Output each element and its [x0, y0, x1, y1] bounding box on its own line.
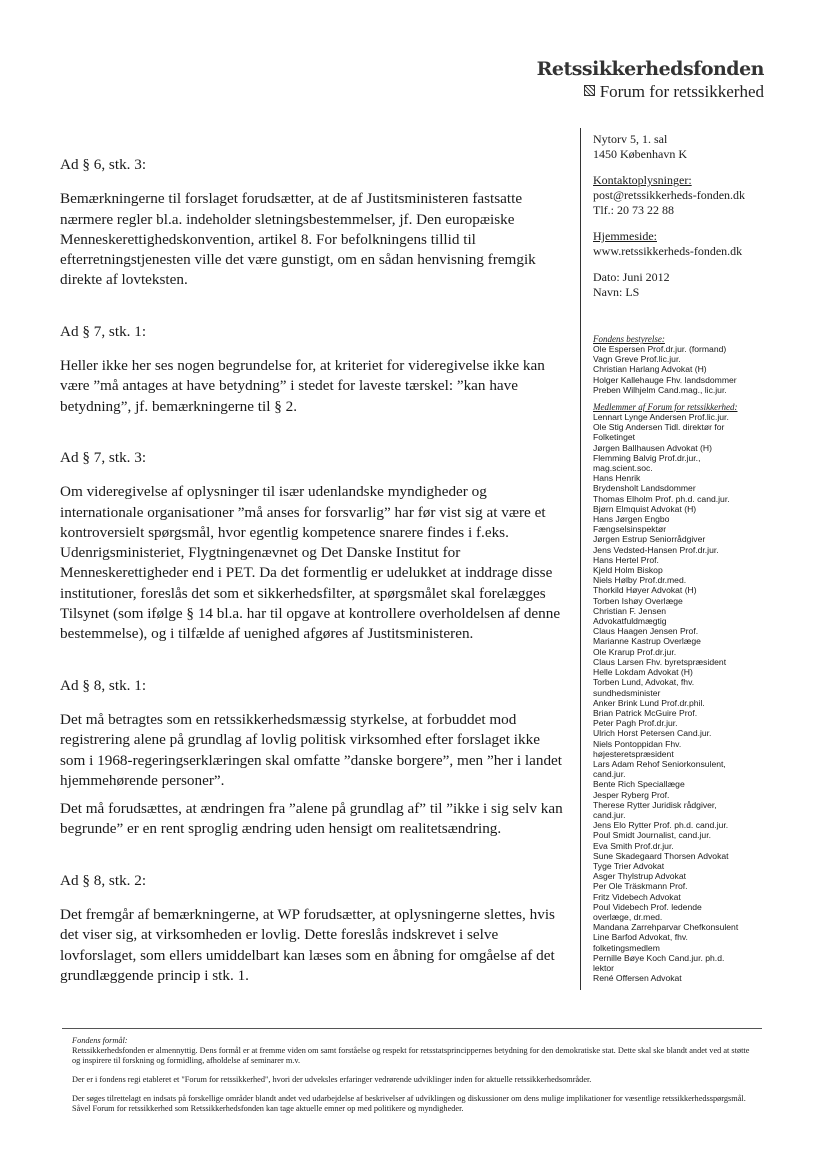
section-8-1	[60, 676, 565, 840]
address-line1: Nytorv 5, 1. sal	[593, 132, 668, 146]
list-item: Claus Haagen Jensen Prof.	[593, 626, 699, 637]
list-item: Poul Smidt Journalist, cand.jur.	[593, 830, 711, 841]
list-item: Lars Adam Rehof Seniorkonsulent,	[593, 758, 726, 769]
board-list	[593, 344, 773, 395]
section-heading: Ad § 7, stk. 3:	[60, 448, 147, 466]
members-heading: Medlemmer af Forum for retssikkerhed:	[593, 402, 738, 413]
website-heading: Hjemmeside:	[593, 229, 657, 243]
list-item: Brian Patrick McGuire Prof.	[593, 707, 698, 718]
list-item: Fritz Videbech Advokat	[593, 891, 681, 902]
list-item: Peter Pagh Prof.dr.jur.	[593, 718, 678, 729]
section-heading: Ad § 8, stk. 1:	[60, 676, 147, 694]
list-item: lektor	[593, 962, 615, 973]
sidebar	[593, 132, 773, 983]
footer-paragraph: Retssikkerhedsfonden er almennyttig. Dens formål er at fremme viden om samt forståelse og respekt for retsstatsprincippernes betydning for den demokratiske stat. Dette skal ske blandt andet ved at støtte og inspirere til forskning og formidling, afholdelse af seminarer m.v.	[72, 1046, 750, 1065]
section-8-2	[60, 871, 565, 986]
list-item: Helle Lokdam Advokat (H)	[593, 667, 693, 678]
list-item: Jesper Ryberg Prof.	[593, 789, 670, 800]
vertical-divider	[580, 128, 581, 990]
section-paragraph: Det må betragtes som en retssikkerhedsmæssig styrkelse, at forbuddet mod registrering alene på grundlag af lovlig politisk virksomhed efter forslaget ikke som i 1968-regeringserklæringen skal omfatte ”danske borgere”, men ”her i landet hjemmehørende personer”.	[60, 710, 563, 789]
section-6-3	[60, 155, 565, 291]
list-item: Niels Pontoppidan Fhv.	[593, 738, 682, 749]
address-block	[593, 132, 773, 300]
section-paragraph: Om videregivelse af oplysninger til især udenlandske myndigheder og internationale organisationer ”må anses for forsvarlig” har før vist sig at være et kontroversielt spørgsmål, hvor egentlig kompetence snarere findes i f.eks. Udenrigsministeriet, Flygtningenævnet og Det Danske Institut for Menneskerettigheder end i PET. Da det formentlig er udelukket at inddrage disse institutioner, foreslås det som et sikkerhedsfilter, at spørgsmålet skal forelægges Tilsynet (som ifølge § 14 bl.a. har til opgave at kontrollere overholdelsen af denne bestemmelse), og i tilfælde af uenighed afgøres af Justitsministeren.	[60, 483, 561, 643]
list-item: Claus Larsen Fhv. byretspræsident	[593, 656, 727, 667]
list-item: Jens Vedsted-Hansen Prof.dr.jur.	[593, 544, 719, 555]
list-item: Kjeld Holm Biskop	[593, 565, 663, 576]
list-item: Holger Kallehauge Fhv. landsdommer	[593, 374, 737, 385]
list-item: cand.jur.	[593, 809, 626, 820]
org-subtitle-row	[537, 82, 764, 102]
website-link[interactable]: www.retssikkerheds-fonden.dk	[593, 244, 743, 258]
list-item: Niels Hølby Prof.dr.med.	[593, 575, 687, 586]
section-7-1	[60, 322, 565, 417]
section-7-3	[60, 448, 565, 645]
section-paragraph: Bemærkningerne til forslaget forudsætter, at de af Justitsministeren fastsatte nærmere regler bl.a. indeholder sletningsbestemmelser, jf. Den europæiske Menneskerettighedskonvention, artikel 8. For befolkningens tillid til efterretningstjenesten ville det være gunstigt, om en sådan henvisning fremgik direkte af lovteksten.	[60, 190, 536, 289]
list-item: Ole Espersen Prof.dr.jur. (formand)	[593, 344, 727, 354]
list-item: sundhedsminister	[593, 687, 661, 698]
list-item: folketingsmedlem	[593, 942, 660, 953]
list-item: Marianne Kastrup Overlæge	[593, 636, 701, 647]
list-item: Jørgen Estrup Seniorrådgiver	[593, 534, 706, 545]
document-date: Dato: Juni 2012	[593, 270, 670, 284]
list-item: cand.jur.	[593, 769, 626, 780]
list-item: Folketinget	[593, 432, 636, 443]
document-author: Navn: LS	[593, 285, 640, 299]
list-item: Fængselsinspektør	[593, 524, 667, 535]
list-item: Preben Wilhjelm Cand.mag., lic.jur.	[593, 384, 727, 395]
list-item: Advokatfuldmægtig	[593, 616, 667, 627]
list-item: Poul Videbech Prof. ledende	[593, 901, 702, 912]
list-item: Line Barfod Advokat, fhv.	[593, 932, 688, 943]
footer-heading: Fondens formål:	[72, 1036, 128, 1045]
square-bullet-icon	[584, 85, 595, 96]
list-item: Flemming Balvig Prof.dr.jur.,	[593, 452, 701, 463]
list-item: Bente Rich Speciallæge	[593, 779, 685, 790]
section-heading: Ad § 7, stk. 1:	[60, 322, 147, 340]
list-item: Ole Krarup Prof.dr.jur.	[593, 646, 677, 657]
list-item: Thomas Elholm Prof. ph.d. cand.jur.	[593, 493, 730, 504]
organization-logo	[537, 58, 764, 102]
list-item: Torben Lund, Advokat, fhv.	[593, 677, 695, 688]
footer	[72, 1036, 752, 1123]
list-item: Therese Rytter Juridisk rådgiver,	[593, 799, 717, 810]
list-item: Torben Ishøy Overlæge	[593, 595, 683, 606]
footer-paragraph: Der søges tilrettelagt en indsats på forskellige områder blandt andet ved udarbejdelse af beskrivelser af udviklingen og diskussioner om dens mulige implikationer for væsentlige retssikkerhedsspørgsmål. Såvel Forum for retssikkerhed som Retssikkerhedsfonden kan tage aktuelle emner op med politikere og myndigheder.	[72, 1094, 746, 1113]
list-item: Hans Henrik	[593, 473, 641, 484]
list-item: Christian F. Jensen	[593, 605, 667, 616]
list-item: overlæge, dr.med.	[593, 911, 663, 922]
list-item: Lennart Lynge Andersen Prof.lic.jur.	[593, 412, 729, 423]
list-item: Thorkild Høyer Advokat (H)	[593, 585, 697, 596]
email-link[interactable]: post@retssikkerheds-fonden.dk	[593, 188, 746, 202]
phone-number: Tlf.: 20 73 22 88	[593, 203, 674, 217]
list-item: Jens Elo Rytter Prof. ph.d. cand.jur.	[593, 820, 729, 831]
section-heading: Ad § 8, stk. 2:	[60, 871, 147, 889]
list-item: Eva Smith Prof.dr.jur.	[593, 840, 674, 851]
list-item: Bjørn Elmquist Advokat (H)	[593, 503, 697, 514]
list-item: Christian Harlang Advokat (H)	[593, 364, 707, 375]
list-item: Jørgen Ballhausen Advokat (H)	[593, 442, 712, 453]
list-item: Per Ole Träskmann Prof.	[593, 881, 688, 892]
list-item: Pernille Bøye Koch Cand.jur. ph.d.	[593, 952, 725, 963]
members-list	[593, 412, 773, 983]
section-paragraph: Det må forudsættes, at ændringen fra ”alene på grundlag af” til ”ikke i sig selv kan begrunde” er en rent sproglig ændring uden hensigt om realitetsændring.	[60, 800, 563, 838]
board-heading: Fondens bestyrelse:	[593, 334, 665, 344]
list-item: René Offersen Advokat	[593, 973, 682, 984]
list-item: Asger Thylstrup Advokat	[593, 871, 686, 882]
list-item: Anker Brink Lund Prof.dr.phil.	[593, 697, 705, 708]
list-item: Vagn Greve Prof.lic.jur.	[593, 354, 681, 365]
org-subtitle: Forum for retssikkerhed	[599, 82, 764, 101]
list-item: Mandana Zarrehparvar Chefkonsulent	[593, 922, 739, 933]
contact-heading: Kontaktoplysninger:	[593, 173, 692, 187]
list-item: Hans Jørgen Engbo	[593, 514, 670, 525]
main-content	[60, 155, 565, 1017]
list-item: Ole Stig Andersen Tidl. direktør for	[593, 422, 725, 433]
list-item: Hans Hertel Prof.	[593, 554, 659, 565]
list-item: Tyge Trier Advokat	[593, 860, 665, 871]
address-line2: 1450 København K	[593, 147, 687, 161]
list-item: højesteretspræsident	[593, 748, 674, 759]
list-item: Brydensholt Landsdommer	[593, 483, 696, 494]
section-paragraph: Heller ikke her ses nogen begrundelse for, at kriteriet for videregivelse ikke kan være ”må antages at have betydning” i stedet for laveste tærskel: ”kan have betydning”, jf. bemærkningerne til § 2.	[60, 357, 545, 415]
footer-divider	[62, 1028, 762, 1029]
org-name: Retssikkerhedsfonden	[536, 58, 764, 80]
list-item: Ulrich Horst Petersen Cand.jur.	[593, 728, 712, 739]
list-item: mag.scient.soc.	[593, 463, 653, 474]
section-heading: Ad § 6, stk. 3:	[60, 156, 147, 173]
section-paragraph: Det fremgår af bemærkningerne, at WP forudsætter, at oplysningerne slettes, hvis det viser sig, at virksomheden er lovlig. Dette foreslås indskrevet i selve lovforslaget, som ellers umiddelbart kan læses som en åbning for omgåelse af det grundlæggende princip i stk. 1.	[60, 906, 555, 984]
list-item: Sune Skadegaard Thorsen Advokat	[593, 850, 729, 861]
footer-paragraph: Der er i fondens regi etableret et "Forum for retssikkerhed", hvori der udveksles erfaringer vedrørende udviklinger inden for aktuelle retssikkerhedsområder.	[72, 1075, 592, 1084]
